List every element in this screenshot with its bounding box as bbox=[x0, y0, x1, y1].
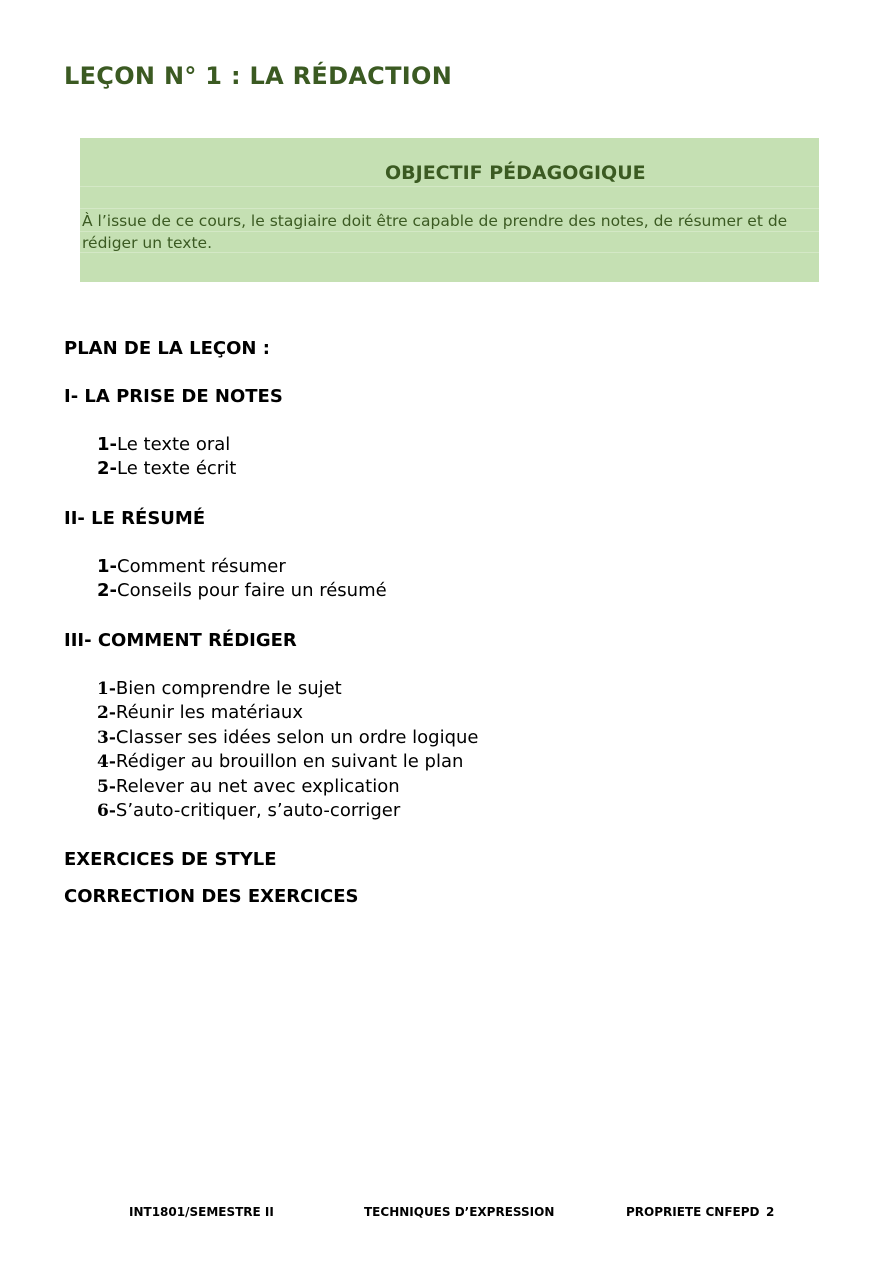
objective-box bbox=[80, 138, 819, 282]
section-heading-resume: II- LE RÉSUMÉ bbox=[64, 508, 206, 529]
exercises-heading: EXERCICES DE STYLE bbox=[64, 849, 277, 870]
list-item bbox=[97, 776, 400, 797]
item-text: Rédiger au brouillon en suivant le plan bbox=[115, 751, 464, 772]
list-item bbox=[97, 727, 478, 748]
list-item bbox=[97, 458, 236, 479]
item-number: 2- bbox=[97, 703, 116, 723]
item-text: Conseils pour faire un résumé bbox=[117, 580, 387, 601]
list-item bbox=[97, 678, 342, 699]
item-number: 6- bbox=[97, 801, 116, 821]
objective-text: À l’issue de ce cours, le stagiaire doit être capable de prendre des notes, de résumer et de rédiger un texte. bbox=[82, 212, 788, 252]
divider bbox=[80, 208, 819, 209]
item-number: 2- bbox=[97, 580, 117, 601]
item-number: 3- bbox=[97, 728, 116, 748]
footer-subject: TECHNIQUES D’EXPRESSION bbox=[364, 1205, 555, 1219]
list-item bbox=[97, 556, 286, 577]
section-heading-comment-rediger: III- COMMENT RÉDIGER bbox=[64, 630, 297, 651]
item-text: Comment résumer bbox=[117, 556, 286, 577]
correction-heading: CORRECTION DES EXERCICES bbox=[64, 886, 359, 907]
footer-owner: PROPRIETE CNFEPD bbox=[626, 1205, 760, 1219]
item-number: 4- bbox=[97, 752, 116, 772]
divider bbox=[80, 186, 819, 187]
list-item bbox=[97, 751, 463, 772]
item-text: Classer ses idées selon un ordre logique bbox=[115, 727, 479, 748]
objective-heading: OBJECTIF PÉDAGOGIQUE bbox=[385, 162, 646, 184]
item-text: Réunir les matériaux bbox=[115, 702, 303, 723]
item-text: Le texte oral bbox=[117, 434, 231, 455]
page-number: 2 bbox=[766, 1205, 775, 1219]
item-text: Bien comprendre le sujet bbox=[115, 678, 342, 699]
plan-heading: PLAN DE LA LEÇON : bbox=[64, 338, 270, 359]
footer-code: INT1801/SEMESTRE II bbox=[129, 1205, 274, 1219]
item-number: 1- bbox=[97, 556, 117, 577]
item-text: Le texte écrit bbox=[117, 458, 237, 479]
list-item bbox=[97, 702, 303, 723]
item-number: 5- bbox=[97, 777, 116, 797]
list-item bbox=[97, 800, 400, 821]
item-number: 1- bbox=[97, 434, 117, 455]
lesson-title: LEÇON N° 1 : LA RÉDACTION bbox=[64, 62, 453, 90]
section-heading-prise-de-notes: I- LA PRISE DE NOTES bbox=[64, 386, 283, 407]
item-number: 1- bbox=[97, 679, 116, 699]
list-item bbox=[97, 580, 387, 601]
item-text: S’auto-critiquer, s’auto-corriger bbox=[115, 800, 401, 821]
list-item bbox=[97, 434, 230, 455]
item-text: Relever au net avec explication bbox=[115, 776, 400, 797]
item-number: 2- bbox=[97, 458, 117, 479]
